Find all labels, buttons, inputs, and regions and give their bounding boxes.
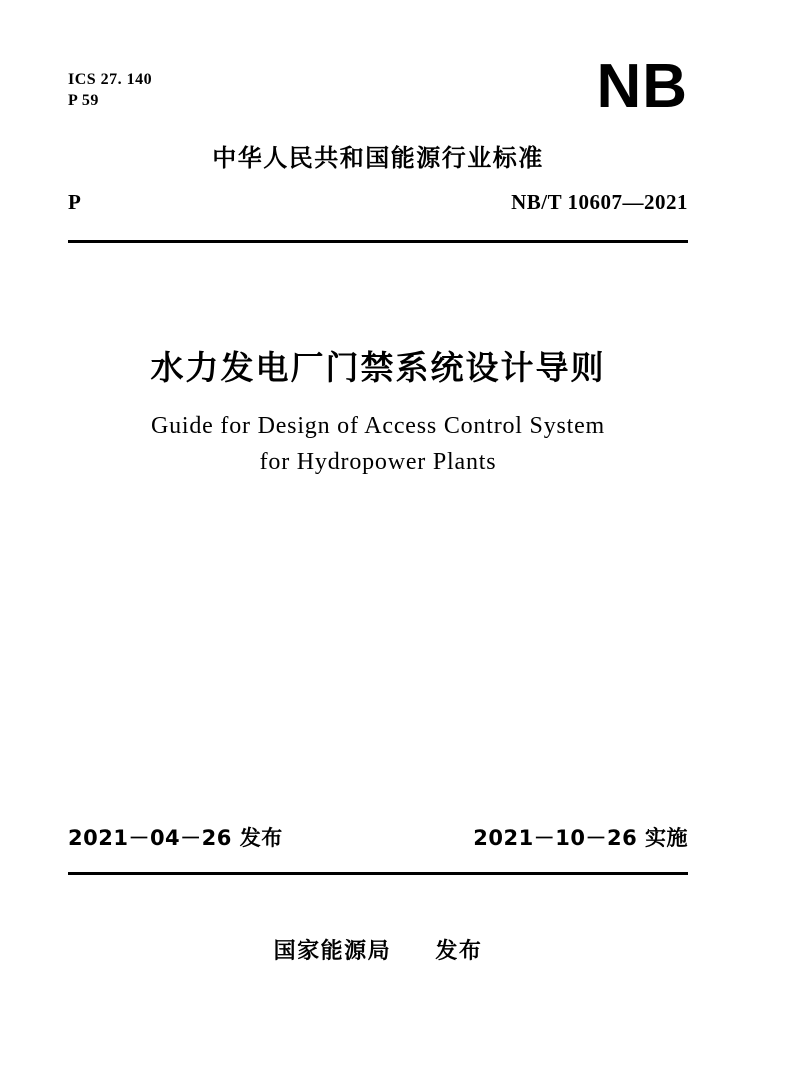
title-english-line1: Guide for Design of Access Control System (150, 413, 606, 439)
issuing-organization: 中华人民共和国能源行业标准 (212, 144, 544, 172)
publisher-name: 国家能源局 (273, 939, 392, 964)
dates-row (68, 822, 688, 856)
classification-code: P (68, 190, 81, 214)
header-row (68, 52, 688, 132)
publish-action: 发布 (435, 939, 483, 964)
issue-date: 2021－04－26 发布 (68, 826, 283, 850)
header-divider (68, 240, 688, 243)
publisher-line (274, 934, 483, 965)
ics-category-code: P 59 (68, 92, 99, 109)
code-row (68, 190, 688, 220)
title-english (68, 408, 688, 480)
title-chinese: 水力发电厂门禁系统设计导则 (150, 348, 606, 387)
nb-logo: NB (596, 52, 688, 121)
ics-code: ICS 27. 140 (68, 71, 153, 88)
footer-divider (68, 872, 688, 875)
cover-content (68, 0, 688, 1083)
effective-date: 2021－10－26 实施 (473, 826, 688, 850)
title-english-line2: for Hydropower Plants (259, 449, 497, 475)
standard-number: NB/T 10607—2021 (511, 190, 688, 214)
ics-block (68, 70, 152, 111)
